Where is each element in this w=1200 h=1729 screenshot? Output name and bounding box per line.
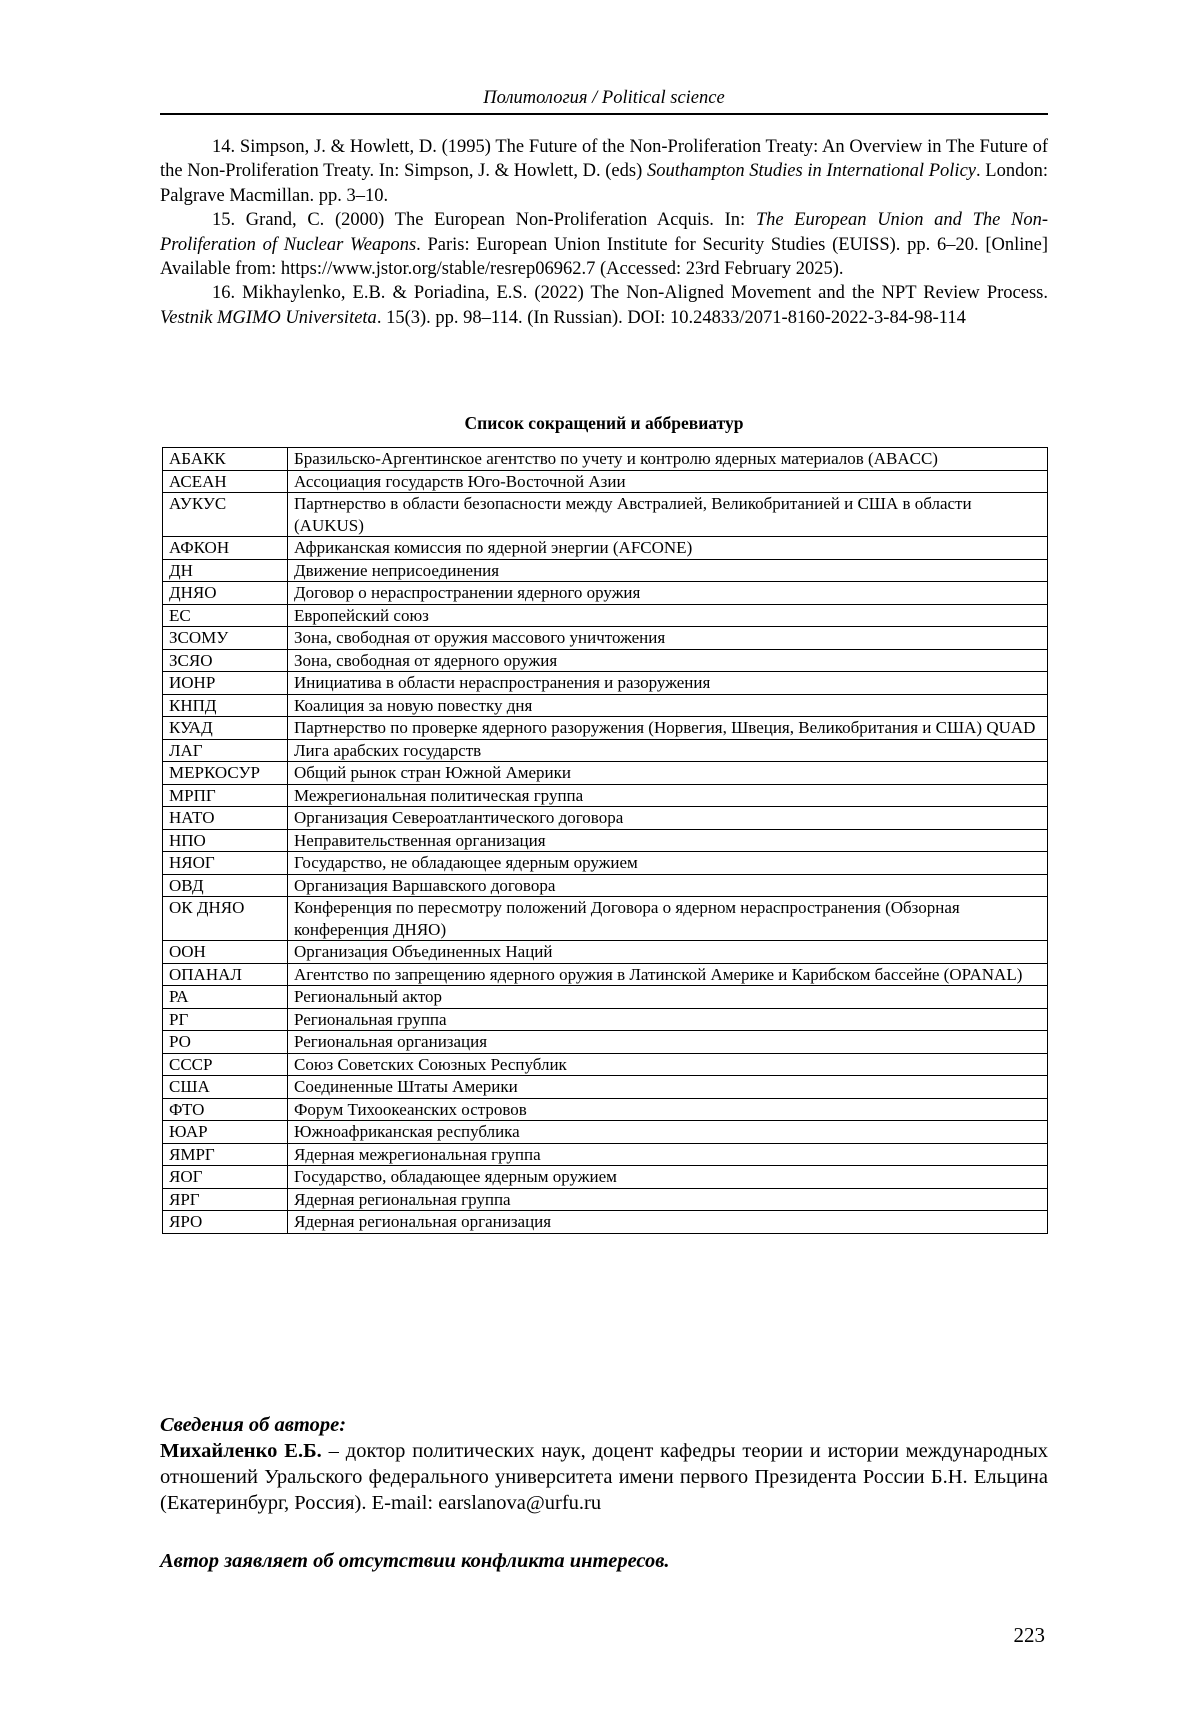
abbreviation-cell: АФКОН [163, 537, 288, 560]
definition-cell: Партнерство в области безопасности между Австралией, Великобританией и США в области (AUKUS) [288, 493, 1048, 537]
reference-italic: The European Union and The Non-Proliferation of Nuclear Weapons [160, 210, 1048, 255]
table-row [163, 582, 1048, 605]
table-row [163, 649, 1048, 672]
abbreviation-cell: ЗСЯО [163, 649, 288, 672]
abbreviation-cell: НЯОГ [163, 852, 288, 875]
definition-cell: Коалиция за новую повестку дня [288, 694, 1048, 717]
table-row [163, 829, 1048, 852]
definition-cell: Соединенные Штаты Америки [288, 1076, 1048, 1099]
definition-cell: Европейский союз [288, 604, 1048, 627]
author-name: Михайленко Е.Б. [160, 1440, 322, 1462]
definition-cell: Южноафриканская республика [288, 1121, 1048, 1144]
definition-cell: Общий рынок стран Южной Америки [288, 762, 1048, 785]
table-row [163, 941, 1048, 964]
definition-cell: Конференция по пересмотру положений Договора о ядерном нераспространения (Обзорная конференция ДНЯО) [288, 897, 1048, 941]
page-number: 223 [1013, 1623, 1045, 1647]
conflict-statement: Автор заявляет об отсутствии конфликта интересов. [160, 1550, 670, 1572]
abbreviations-table-body [163, 448, 1048, 1234]
reference-italic: Southampton Studies in International Policy [646, 161, 976, 182]
reference-text: . Paris: European Union Institute for Security Studies (EUISS). pp. 6–20. [Online] Available from: https://www.jstor.org/stable/resrep06962.7 (Accessed: 23rd February 2025). [160, 234, 1048, 280]
table-row [163, 897, 1048, 941]
definition-cell: Африканская комиссия по ядерной энергии (AFCONE) [288, 537, 1048, 560]
table-row [163, 1098, 1048, 1121]
running-header: Политология / Political science [483, 88, 725, 108]
abbreviation-cell: ООН [163, 941, 288, 964]
table-row [163, 1031, 1048, 1054]
author-info [160, 1412, 1048, 1516]
table-row [163, 1166, 1048, 1189]
definition-cell: Зона, свободная от ядерного оружия [288, 649, 1048, 672]
table-row [163, 963, 1048, 986]
table-row [163, 470, 1048, 493]
table-row [163, 1121, 1048, 1144]
abbreviation-cell: ЗСОМУ [163, 627, 288, 650]
abbreviations-table [162, 447, 1048, 1234]
definition-cell: Договор о нераспространении ядерного оружия [288, 582, 1048, 605]
table-row [163, 604, 1048, 627]
definition-cell: Организация Объединенных Наций [288, 941, 1048, 964]
table-row [163, 1008, 1048, 1031]
abbreviation-cell: ИОНР [163, 672, 288, 695]
table-row [163, 537, 1048, 560]
author-description: – доктор политических наук, доцент кафедры теории и истории международных отношений Уральского федерального университета имени первого Президента России Б.Н. Ельцина (Екатеринбург, Россия). E-mail: earslanova@urfu.ru [160, 1440, 1048, 1514]
definition-cell: Движение неприсоединения [288, 559, 1048, 582]
abbreviation-cell: ЯМРГ [163, 1143, 288, 1166]
definition-cell: Форум Тихоокеанских островов [288, 1098, 1048, 1121]
definition-cell: Государство, не обладающее ядерным оружием [288, 852, 1048, 875]
definition-cell: Инициатива в области нераспространения и разоружения [288, 672, 1048, 695]
abbreviation-cell: ФТО [163, 1098, 288, 1121]
definition-cell: Бразильско-Аргентинское агентство по учету и контролю ядерных материалов (ABACC) [288, 448, 1048, 471]
table-row [163, 762, 1048, 785]
abbreviation-cell: ОПАНАЛ [163, 963, 288, 986]
reference-text: 16. Mikhaylenko, E.B. & Poriadina, E.S. (2022) The Non-Aligned Movement and the NPT Review Process. [212, 283, 1048, 304]
abbreviation-cell: НПО [163, 829, 288, 852]
abbreviation-cell: ЕС [163, 604, 288, 627]
abbreviation-cell: ЯОГ [163, 1166, 288, 1189]
definition-cell: Ядерная региональная группа [288, 1188, 1048, 1211]
abbreviation-cell: АСЕАН [163, 470, 288, 493]
definition-cell: Ядерная региональная организация [288, 1211, 1048, 1234]
table-row [163, 493, 1048, 537]
table-row [163, 1076, 1048, 1099]
table-row [163, 717, 1048, 740]
definition-cell: Лига арабских государств [288, 739, 1048, 762]
reference-item [160, 208, 1048, 281]
abbreviation-cell: ОК ДНЯО [163, 897, 288, 941]
definition-cell: Организация Североатлантического договора [288, 807, 1048, 830]
abbreviation-cell: СССР [163, 1053, 288, 1076]
definition-cell: Ядерная межрегиональная группа [288, 1143, 1048, 1166]
header-rule [160, 113, 1048, 115]
table-row [163, 448, 1048, 471]
abbreviation-cell: РА [163, 986, 288, 1009]
abbreviation-cell: США [163, 1076, 288, 1099]
table-row [163, 1211, 1048, 1234]
definition-cell: Союз Советских Союзных Республик [288, 1053, 1048, 1076]
definition-cell: Государство, обладающее ядерным оружием [288, 1166, 1048, 1189]
reference-item [160, 281, 1048, 330]
abbreviation-cell: АУКУС [163, 493, 288, 537]
reference-list [160, 135, 1048, 330]
reference-italic: Vestnik MGIMO Universiteta [160, 307, 377, 328]
table-row [163, 1188, 1048, 1211]
abbreviation-cell: ЯРО [163, 1211, 288, 1234]
abbreviation-cell: ЯРГ [163, 1188, 288, 1211]
abbreviation-cell: КНПД [163, 694, 288, 717]
abbreviation-cell: КУАД [163, 717, 288, 740]
reference-text: . London: Palgrave Macmillan. pp. 3–10. [160, 161, 1048, 206]
abbreviation-cell: ДН [163, 559, 288, 582]
reference-item [160, 135, 1048, 208]
table-row [163, 559, 1048, 582]
table-row [163, 986, 1048, 1009]
definition-cell: Агентство по запрещению ядерного оружия в Латинской Америке и Карибском бассейне (OPANAL) [288, 963, 1048, 986]
definition-cell: Межрегиональная политическая группа [288, 784, 1048, 807]
table-row [163, 1143, 1048, 1166]
abbreviation-cell: ЮАР [163, 1121, 288, 1144]
definition-cell: Организация Варшавского договора [288, 874, 1048, 897]
table-row [163, 672, 1048, 695]
reference-text: . 15(3). pp. 98–114. (In Russian). DOI: 10.24833/2071-8160-2022-3-84-98-114 [376, 307, 966, 328]
abbreviation-cell: НАТО [163, 807, 288, 830]
abbreviations-title: Список сокращений и аббревиатур [464, 413, 744, 433]
abbreviation-cell: МЕРКОСУР [163, 762, 288, 785]
definition-cell: Региональный актор [288, 986, 1048, 1009]
reference-text: 14. Simpson, J. & Howlett, D. (1995) The Future of the Non-Proliferation Treaty: An Overview in The Future of the Non-Proliferation Treaty. In: Simpson, J. & Howlett, D. (eds) [160, 137, 1048, 182]
definition-cell: Партнерство по проверке ядерного разоружения (Норвегия, Швеция, Великобритания и США) QUAD [288, 717, 1048, 740]
author-label: Сведения об авторе: [160, 1414, 347, 1436]
abbreviation-cell: ОВД [163, 874, 288, 897]
abbreviation-cell: ЛАГ [163, 739, 288, 762]
reference-text: 15. Grand, C. (2000) The European Non-Proliferation Acquis. In: [212, 210, 756, 231]
definition-cell: Региональная группа [288, 1008, 1048, 1031]
abbreviation-cell: ДНЯО [163, 582, 288, 605]
table-row [163, 627, 1048, 650]
definition-cell: Неправительственная организация [288, 829, 1048, 852]
table-row [163, 807, 1048, 830]
author-bio [160, 1438, 1048, 1516]
table-row [163, 784, 1048, 807]
definition-cell: Зона, свободная от оружия массового уничтожения [288, 627, 1048, 650]
abbreviation-cell: РГ [163, 1008, 288, 1031]
abbreviation-cell: МРПГ [163, 784, 288, 807]
table-row [163, 739, 1048, 762]
definition-cell: Ассоциация государств Юго-Восточной Азии [288, 470, 1048, 493]
abbreviation-cell: АБАКК [163, 448, 288, 471]
table-row [163, 852, 1048, 875]
table-row [163, 1053, 1048, 1076]
definition-cell: Региональная организация [288, 1031, 1048, 1054]
table-row [163, 874, 1048, 897]
table-row [163, 694, 1048, 717]
abbreviation-cell: РО [163, 1031, 288, 1054]
